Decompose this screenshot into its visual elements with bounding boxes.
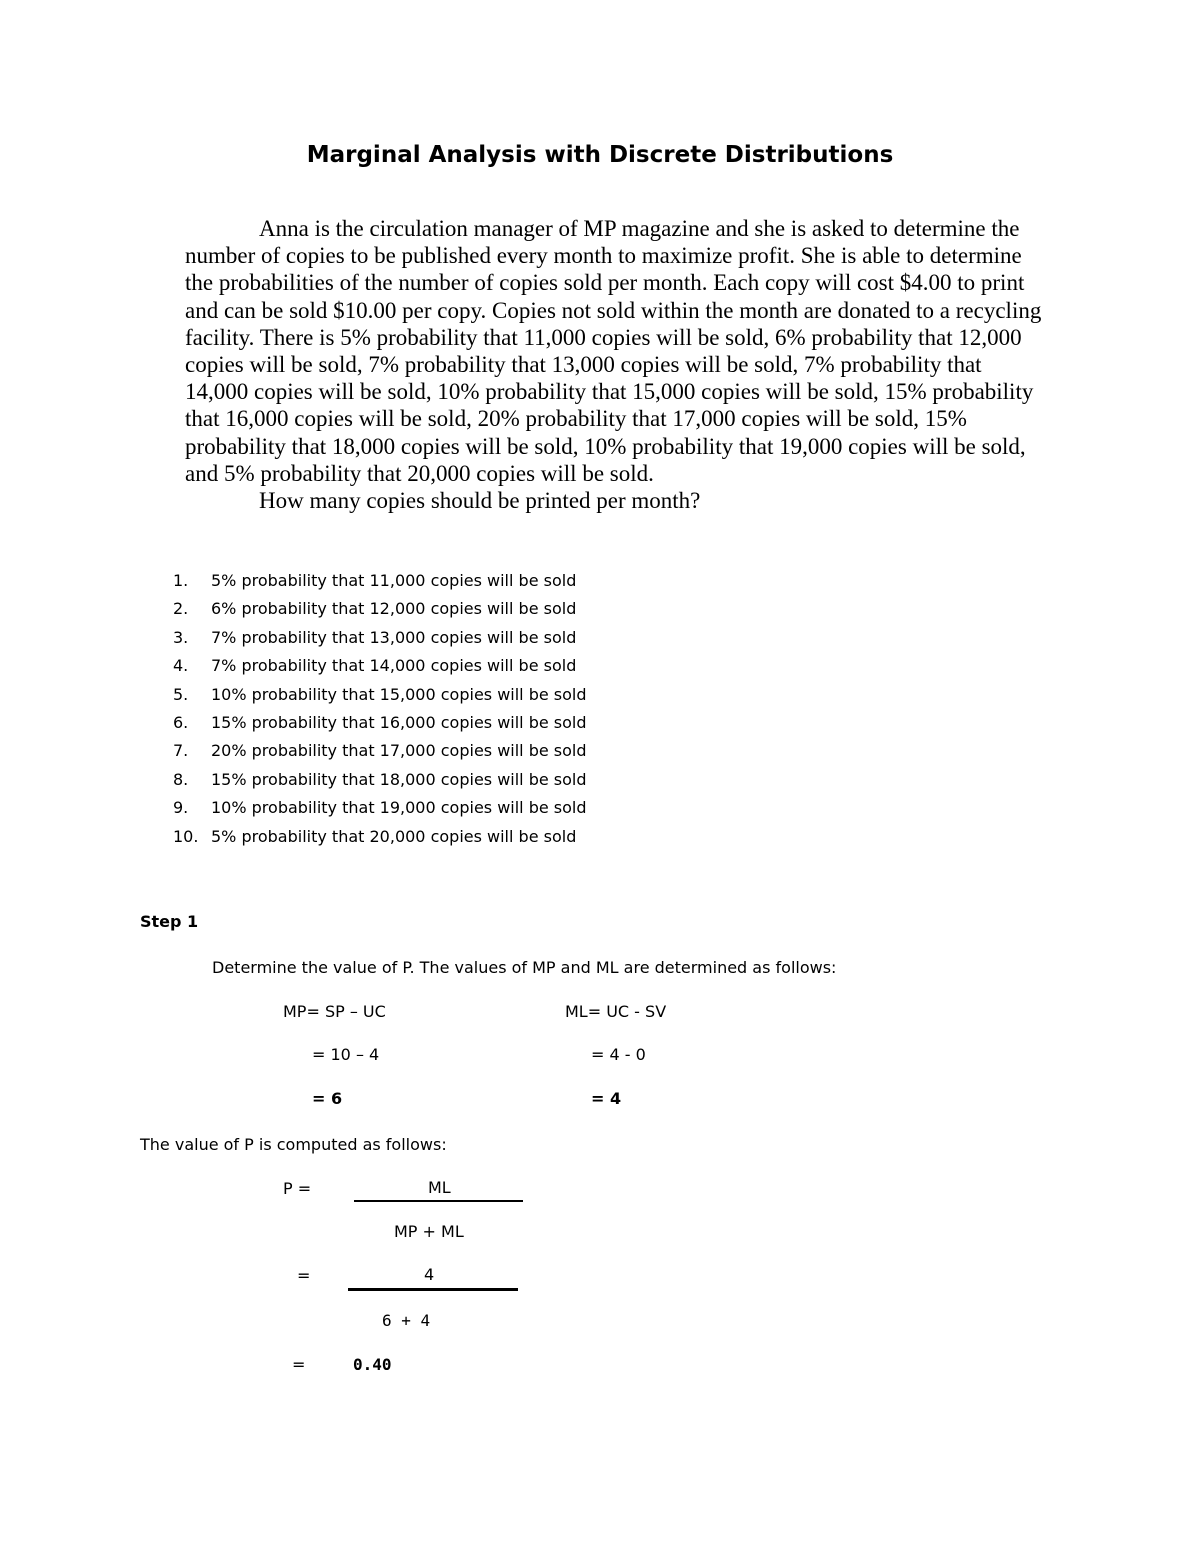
list-item-number: 9.	[173, 798, 189, 818]
p-numerator-value: 4	[424, 1265, 435, 1284]
list-item-number: 8.	[173, 769, 189, 789]
list-item	[173, 709, 587, 737]
list-item-text: 15% probability that 18,000 copies will be sold	[211, 769, 587, 789]
ml-formula: ML= UC - SV	[565, 1002, 667, 1021]
list-item	[173, 652, 587, 680]
list-item-text: 20% probability that 17,000 copies will be sold	[211, 741, 587, 761]
list-item	[173, 823, 587, 851]
list-item-text: 7% probability that 13,000 copies will be sold	[211, 627, 577, 647]
mp-result: = 6	[312, 1089, 343, 1108]
list-item	[173, 766, 587, 794]
mp-formula: MP= SP – UC	[283, 1002, 386, 1021]
ml-result: = 4	[591, 1089, 622, 1108]
equals-sign: =	[292, 1355, 306, 1374]
list-item-text: 15% probability that 16,000 copies will be sold	[211, 712, 587, 732]
step-intro: Determine the value of P. The values of MP and ML are determined as follows:	[212, 958, 837, 977]
list-item-number: 4.	[173, 656, 189, 676]
list-item-number: 10.	[173, 826, 199, 846]
equals-sign: =	[297, 1266, 311, 1285]
list-item-text: 6% probability that 12,000 copies will be sold	[211, 599, 577, 619]
list-item-text: 5% probability that 11,000 copies will be sold	[211, 571, 577, 590]
list-item-text: 5% probability that 20,000 copies will be sold	[211, 826, 577, 846]
problem-statement	[185, 215, 1045, 514]
p-result: 0.40	[353, 1355, 392, 1374]
list-item-number: 1.	[173, 571, 189, 590]
fraction-bar	[348, 1288, 518, 1291]
list-item-number: 6.	[173, 712, 189, 732]
p-denominator-value: 6 + 4	[382, 1311, 431, 1330]
list-item	[173, 681, 587, 709]
list-item-number: 5.	[173, 684, 189, 704]
p-denominator: MP + ML	[394, 1222, 464, 1241]
list-item	[173, 624, 587, 652]
list-item-number: 7.	[173, 741, 189, 761]
problem-question: How many copies should be printed per month?	[259, 488, 701, 514]
ml-substitution: = 4 - 0	[591, 1045, 646, 1064]
list-item	[173, 794, 587, 822]
list-item	[173, 737, 587, 765]
fraction-bar	[354, 1200, 523, 1202]
list-item-text: 7% probability that 14,000 copies will be sold	[211, 656, 577, 676]
step-heading: Step 1	[140, 912, 199, 931]
p-numerator: ML	[428, 1178, 451, 1197]
list-item-number: 2.	[173, 599, 189, 619]
list-item-number: 3.	[173, 627, 189, 647]
list-item-text: 10% probability that 19,000 copies will be sold	[211, 798, 587, 818]
list-item	[173, 595, 587, 623]
p-label: P =	[283, 1179, 312, 1198]
probability-list	[173, 567, 587, 851]
list-item	[173, 567, 587, 595]
problem-paragraph: Anna is the circulation manager of MP magazine and she is asked to determine the number of copies to be published every month to maximize profit. She is able to determine the probabilities of the number of copies sold per month. Each copy will cost $4.00 to print and can be sold $10.00 per copy. Copies not sold within the month are donated to a recycling facility. There is 5% probability that 11,000 copies will be sold, 6% probability that 12,000 copies will be sold, 7% probability that 13,000 copies will be sold, 7% probability that 14,000 copies will be sold, 10% probability that 15,000 copies will be sold, 15% probability that 16,000 copies will be sold, 20% probability that 17,000 copies will be sold, 15% probability that 18,000 copies will be sold, 10% probability that 19,000 copies will be sold, and 5% probability that 20,000 copies will be sold.	[185, 216, 1042, 486]
page-title: Marginal Analysis with Discrete Distributions	[306, 142, 894, 168]
mp-substitution: = 10 – 4	[312, 1045, 380, 1064]
list-item-text: 10% probability that 15,000 copies will be sold	[211, 684, 587, 704]
p-intro: The value of P is computed as follows:	[140, 1135, 447, 1154]
